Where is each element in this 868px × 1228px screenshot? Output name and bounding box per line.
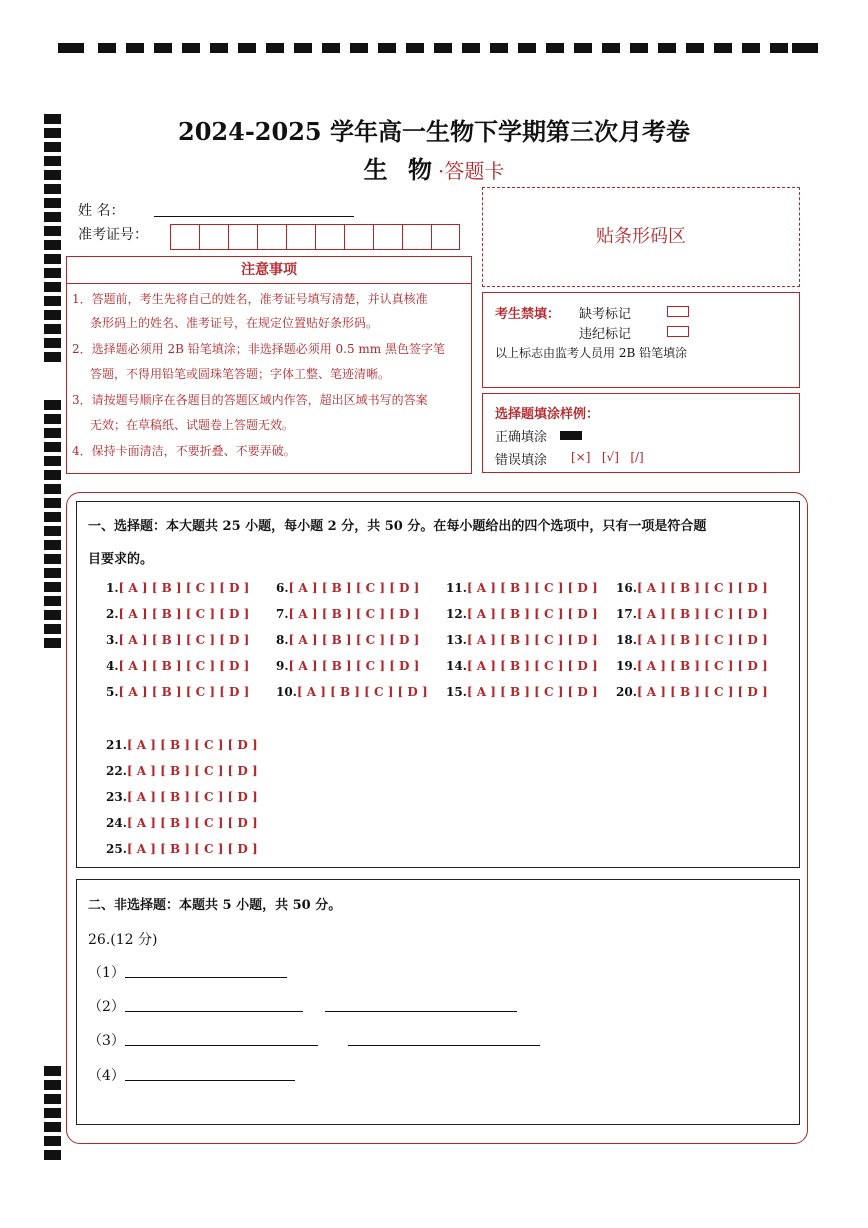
choice-question-16[interactable] (616, 581, 768, 595)
choice-question-20[interactable] (616, 685, 768, 699)
question-number: 7. (276, 607, 289, 621)
choice-question-14[interactable] (446, 659, 598, 673)
part-2-label: （2） (88, 999, 125, 1015)
choice-question-9[interactable] (276, 659, 419, 673)
examiner-box (482, 292, 800, 388)
answer-options[interactable]: [ A ] [ B ] [ C ] [ D ] (126, 842, 258, 856)
question-number: 9. (276, 659, 289, 673)
question-number: 1. (106, 581, 119, 595)
question-number: 8. (276, 633, 289, 647)
question-number: 25. (106, 842, 127, 856)
correct-fill-label: 正确填涂 (495, 430, 548, 445)
name-label: 姓 名： (78, 203, 125, 219)
notice-item: 答题，不得用铅笔或圆珠笔答题；字体工整、笔迹清晰。 (90, 367, 391, 381)
examiner-title: 考生禁填： (495, 307, 561, 322)
question-number: 6. (276, 581, 289, 595)
name-line[interactable] (154, 216, 354, 217)
part-3-label: （3） (88, 1033, 125, 1049)
choice-question-4[interactable] (106, 659, 249, 673)
choice-question-19[interactable] (616, 659, 768, 673)
answer-options[interactable]: [ A ] [ B ] [ C ] [ D ] (118, 659, 250, 673)
examiner-note: 以上标志由监考人员用 2B 铅笔填涂 (495, 346, 688, 360)
notice-item: 4．保持卡面清洁，不要折叠、不要弄破。 (72, 444, 296, 458)
question-number: 19. (616, 659, 637, 673)
answer-options[interactable]: [ A ] [ B ] [ C ] [ D ] (126, 816, 258, 830)
answer-options[interactable]: [ A ] [ B ] [ C ] [ D ] (118, 607, 250, 621)
answer-line[interactable] (325, 1011, 517, 1012)
answer-line[interactable] (125, 1080, 295, 1081)
choice-question-7[interactable] (276, 607, 419, 621)
question-number: 15. (446, 685, 467, 699)
part-4-label: （4） (88, 1068, 125, 1084)
question-number: 4. (106, 659, 119, 673)
question-number: 18. (616, 633, 637, 647)
answer-line[interactable] (348, 1045, 540, 1046)
answer-line[interactable] (125, 977, 287, 978)
question-number: 17. (616, 607, 637, 621)
notice-item: 3．请按题号顺序在各题目的答题区域内作答，超出区域书写的答案 (72, 393, 428, 407)
answer-options[interactable]: [ A ] [ B ] [ C ] [ D ] (118, 685, 250, 699)
notice-item: 无效；在草稿纸、试题卷上答题无效。 (90, 418, 295, 432)
section2-title: 二、非选择题：本题共 5 小题，共 50 分。 (88, 898, 342, 913)
question-26-label: 26.(12 分) (88, 932, 158, 948)
answer-line[interactable] (125, 1045, 318, 1046)
page-title: 2024-2025 学年高一生物下学期第三次月考卷 (178, 117, 690, 146)
question-number: 5. (106, 685, 119, 699)
wrong-fill-samples: [×] [√] [/] (571, 450, 644, 464)
answer-options[interactable]: [ A ] [ B ] [ C ] [ D ] (296, 685, 428, 699)
answer-options[interactable]: [ A ] [ B ] [ C ] [ D ] (636, 633, 768, 647)
choice-question-11[interactable] (446, 581, 598, 595)
choice-question-18[interactable] (616, 633, 768, 647)
answer-options[interactable]: [ A ] [ B ] [ C ] [ D ] (636, 659, 768, 673)
answer-options[interactable]: [ A ] [ B ] [ C ] [ D ] (466, 607, 598, 621)
answer-options[interactable]: [ A ] [ B ] [ C ] [ D ] (288, 607, 420, 621)
notice-title: 注意事项 (66, 256, 472, 284)
fill-example-box (482, 393, 800, 473)
absent-label: 缺考标记 (579, 307, 632, 322)
choice-question-24[interactable] (106, 816, 258, 830)
choice-question-10[interactable] (276, 685, 428, 699)
answer-options[interactable]: [ A ] [ B ] [ C ] [ D ] (466, 581, 598, 595)
choice-question-6[interactable] (276, 581, 419, 595)
question-number: 11. (446, 581, 467, 595)
choice-question-22[interactable] (106, 764, 258, 778)
barcode-area: 贴条形码区 (482, 187, 800, 287)
question-number: 14. (446, 659, 467, 673)
section1-title-line2: 目要求的。 (88, 552, 154, 567)
answer-options[interactable]: [ A ] [ B ] [ C ] [ D ] (126, 738, 258, 752)
answer-options[interactable]: [ A ] [ B ] [ C ] [ D ] (288, 581, 420, 595)
question-number: 12. (446, 607, 467, 621)
notice-item: 条形码上的姓名、准考证号，在规定位置贴好条形码。 (90, 316, 379, 330)
violation-mark-box[interactable] (667, 326, 689, 337)
answer-options[interactable]: [ A ] [ B ] [ C ] [ D ] (288, 633, 420, 647)
choice-question-23[interactable] (106, 790, 258, 804)
question-number: 24. (106, 816, 127, 830)
choice-question-13[interactable] (446, 633, 598, 647)
choice-question-2[interactable] (106, 607, 249, 621)
wrong-fill-label: 错误填涂 (495, 453, 548, 468)
choice-question-1[interactable] (106, 581, 249, 595)
answer-options[interactable]: [ A ] [ B ] [ C ] [ D ] (126, 764, 258, 778)
answer-options[interactable]: [ A ] [ B ] [ C ] [ D ] (118, 633, 250, 647)
answer-options[interactable]: [ A ] [ B ] [ C ] [ D ] (466, 633, 598, 647)
answer-options[interactable]: [ A ] [ B ] [ C ] [ D ] (466, 685, 598, 699)
question-number: 21. (106, 738, 127, 752)
subject-name: 生 物 (363, 155, 438, 184)
choice-question-3[interactable] (106, 633, 249, 647)
exam-id-label: 准考证号： (78, 227, 148, 243)
answer-options[interactable]: [ A ] [ B ] [ C ] [ D ] (636, 607, 768, 621)
notice-item: 1．答题前，考生先将自己的姓名，准考证号填写清楚，并认真核准 (72, 292, 428, 306)
answer-line[interactable] (125, 1011, 303, 1012)
question-number: 22. (106, 764, 127, 778)
non-choice-section (76, 879, 800, 1125)
answer-options[interactable]: [ A ] [ B ] [ C ] [ D ] (126, 790, 258, 804)
choice-question-21[interactable] (106, 738, 258, 752)
answer-options[interactable]: [ A ] [ B ] [ C ] [ D ] (118, 581, 250, 595)
question-number: 16. (616, 581, 637, 595)
correct-fill-sample (560, 431, 582, 440)
section1-title-line1: 一、选择题：本大题共 25 小题，每小题 2 分，共 50 分。在每小题给出的四个选项中，只有一项是符合题 (88, 519, 707, 534)
choice-question-5[interactable] (106, 685, 249, 699)
choice-question-12[interactable] (446, 607, 598, 621)
question-number: 13. (446, 633, 467, 647)
fill-example-title: 选择题填涂样例： (495, 407, 600, 422)
question-number: 10. (276, 685, 297, 699)
question-number: 20. (616, 685, 637, 699)
question-number: 23. (106, 790, 127, 804)
answer-options[interactable]: [ A ] [ B ] [ C ] [ D ] (636, 685, 768, 699)
choice-question-17[interactable] (616, 607, 768, 621)
notice-item: 2．选择题必须用 2B 铅笔填涂；非选择题必须用 0.5 mm 黑色签字笔 (72, 342, 446, 356)
question-number: 3. (106, 633, 119, 647)
violation-label: 违纪标记 (579, 327, 632, 342)
choice-question-15[interactable] (446, 685, 598, 699)
part-1-label: （1） (88, 965, 125, 981)
subject-title (0, 150, 868, 185)
choice-question-25[interactable] (106, 842, 258, 856)
answer-card-label: ·答题卡 (438, 159, 505, 183)
absent-mark-box[interactable] (667, 306, 689, 317)
choice-question-8[interactable] (276, 633, 419, 647)
answer-options[interactable]: [ A ] [ B ] [ C ] [ D ] (288, 659, 420, 673)
question-number: 2. (106, 607, 119, 621)
answer-options[interactable]: [ A ] [ B ] [ C ] [ D ] (466, 659, 598, 673)
answer-options[interactable]: [ A ] [ B ] [ C ] [ D ] (636, 581, 768, 595)
